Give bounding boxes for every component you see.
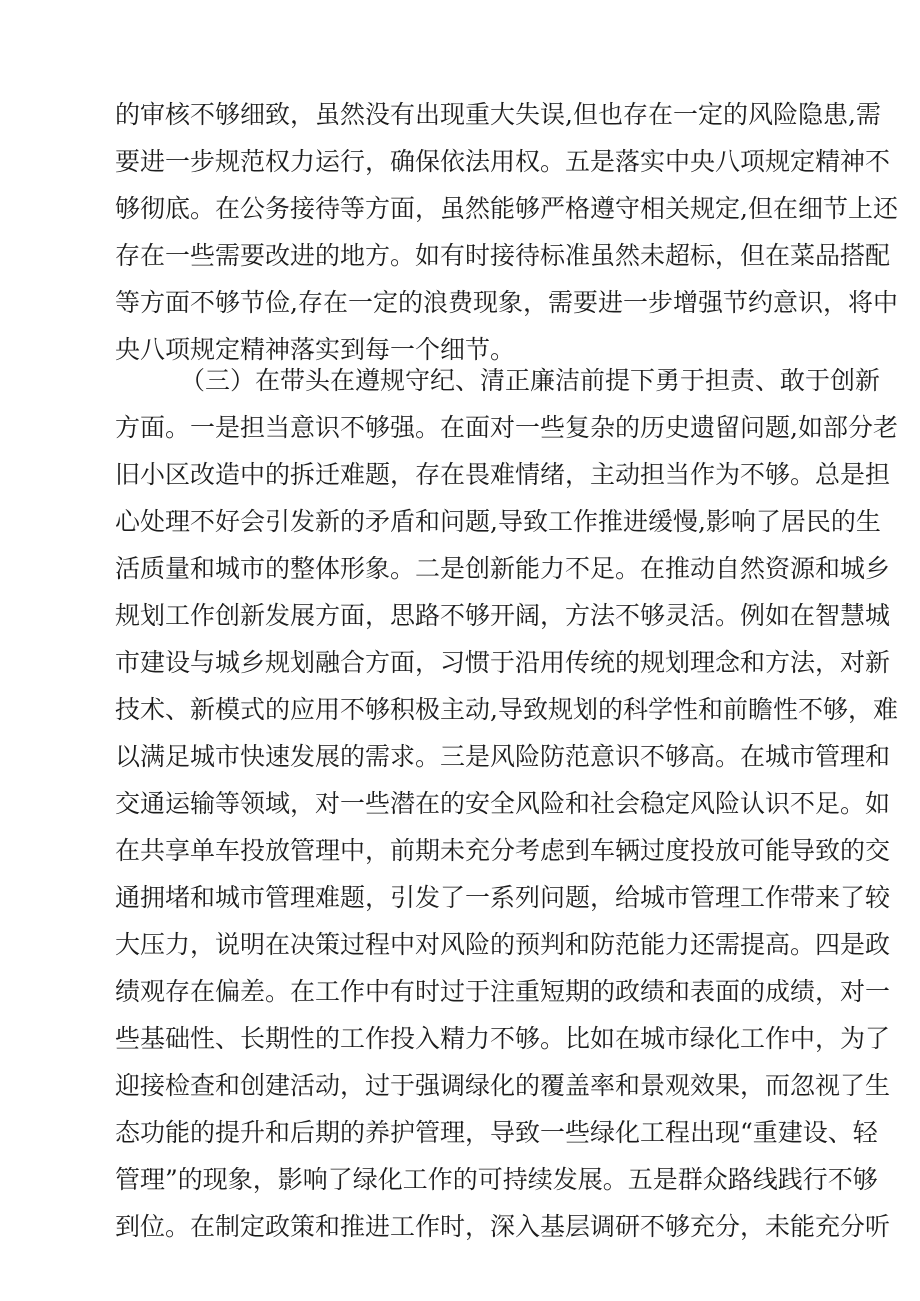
- text-line: 央八项规定精神落实到每一个细节。: [115, 335, 516, 364]
- text-line: 到位。在制定政策和推进工作时，深入基层调研不够充分，未能充分听: [115, 1212, 891, 1241]
- text-line: 的审核不够细致，虽然没有出现重大失误,但也存在一定的风险隐患,需: [115, 100, 881, 129]
- text-line: 在共享单车投放管理中，前期未充分考虑到车辆过度投放可能导致的交: [115, 836, 891, 865]
- text-line: 规划工作创新发展方面，思路不够开阔，方法不够灵活。例如在智慧城: [115, 601, 891, 630]
- text-line: 以满足城市快速发展的需求。三是风险防范意识不够高。在城市管理和: [115, 742, 891, 771]
- text-line: 方面。一是担当意识不够强。在面对一些复杂的历史遗留问题,如部分老: [115, 413, 898, 442]
- text-line: 旧小区改造中的拆迁难题，存在畏难情绪，主动担当作为不够。总是担: [115, 460, 891, 489]
- text-line: 心处理不好会引发新的矛盾和问题,导致工作推进缓慢,影响了居民的生: [115, 507, 881, 536]
- text-line: 存在一些需要改进的地方。如有时接待标准虽然未超标，但在菜品搭配: [115, 241, 891, 270]
- text-line: 些基础性、长期性的工作投入精力不够。比如在城市绿化工作中，为了: [115, 1024, 891, 1053]
- text-line: 管理”的现象，影响了绿化工作的可持续发展。五是群众路线践行不够: [115, 1165, 878, 1194]
- text-line: 活质量和城市的整体形象。二是创新能力不足。在推动自然资源和城乡: [115, 554, 891, 583]
- text-line: 够彻底。在公务接待等方面，虽然能够严格遵守相关规定,但在细节上还: [115, 194, 898, 223]
- text-line: 大压力，说明在决策过程中对风险的预判和防范能力还需提高。四是政: [115, 930, 891, 959]
- text-line: 等方面不够节俭,存在一定的浪费现象，需要进一步增强节约意识，将中: [115, 288, 898, 317]
- text-line: 态功能的提升和后期的养护管理，导致一些绿化工程出现“重建设、轻: [115, 1118, 878, 1147]
- text-line: 绩观存在偏差。在工作中有时过于注重短期的政绩和表面的成绩，对一: [115, 977, 891, 1006]
- section-heading-line: （三）在带头在遵规守纪、清正廉洁前提下勇于担责、敢于创新: [180, 366, 881, 395]
- text-line: 市建设与城乡规划融合方面，习惯于沿用传统的规划理念和方法，对新: [115, 648, 891, 677]
- text-line: 技术、新模式的应用不够积极主动,导致规划的科学性和前瞻性不够，难: [115, 695, 898, 724]
- text-line: 要进一步规范权力运行，确保依法用权。五是落实中央八项规定精神不: [115, 147, 891, 176]
- text-line: 交通运输等领域，对一些潜在的安全风险和社会稳定风险认识不足。如: [115, 789, 891, 818]
- text-line: 迎接检查和创建活动，过于强调绿化的覆盖率和景观效果，而忽视了生: [115, 1071, 891, 1100]
- text-line: 通拥堵和城市管理难题，引发了一系列问题，给城市管理工作带来了较: [115, 883, 891, 912]
